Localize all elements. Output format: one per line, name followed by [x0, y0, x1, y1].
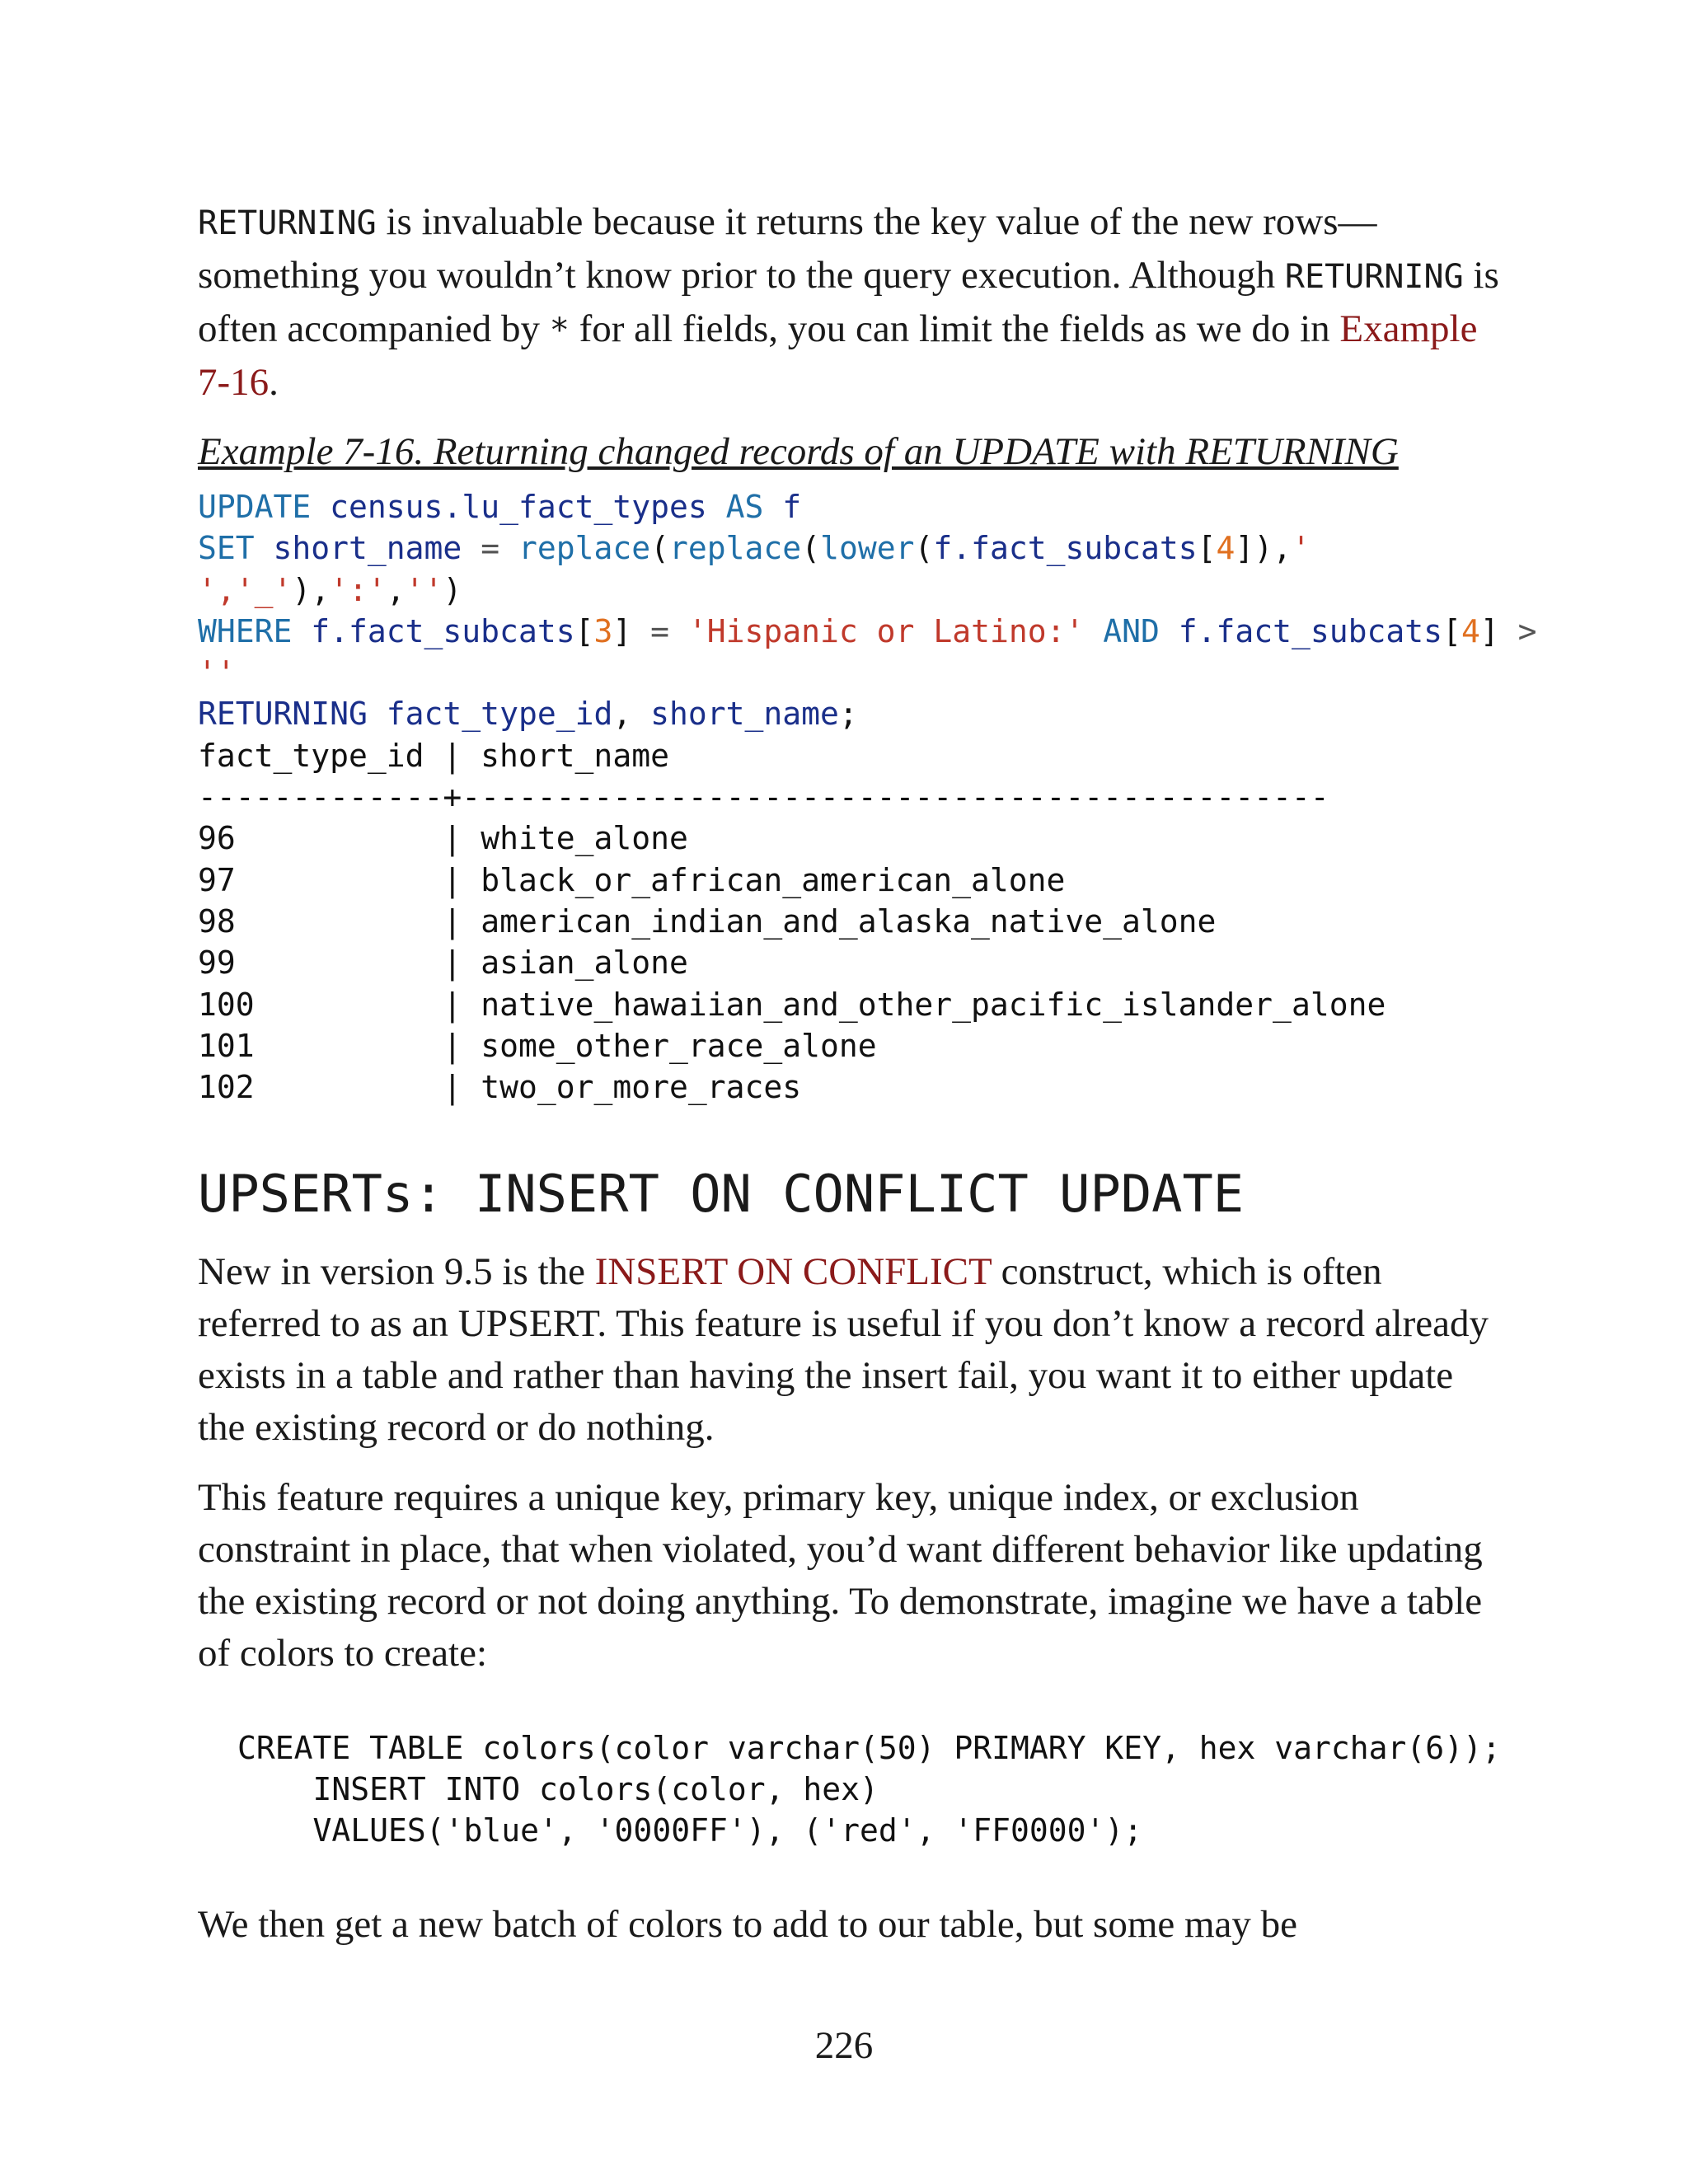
- result-row: 98 | american_indian_and_alaska_native_alone: [198, 902, 1217, 940]
- page-content: [198, 196, 1537, 1969]
- row-name: white_alone: [481, 820, 688, 857]
- result-divider: -------------+----------------------------------------------: [198, 779, 1329, 816]
- row-name: two_or_more_races: [481, 1069, 802, 1106]
- code-block-create: [237, 1727, 1500, 1851]
- punct: ,: [386, 571, 406, 608]
- result-row: 100 | native_hawaiian_and_other_pacific_islander_alone: [198, 986, 1386, 1023]
- op: >: [1517, 612, 1537, 649]
- str: '': [198, 654, 236, 691]
- result-header: fact_type_id | short_name: [198, 737, 669, 774]
- ident: short_name: [273, 530, 462, 567]
- inline-code: *: [549, 312, 570, 349]
- kw: SET: [198, 530, 255, 567]
- row-id: 101: [198, 1027, 255, 1064]
- punct: ]),: [1235, 530, 1292, 567]
- result-row: 99 | asian_alone: [198, 944, 688, 982]
- row-name: some_other_race_alone: [481, 1027, 877, 1064]
- inline-code: RETURNING: [1284, 258, 1464, 296]
- ident: fact_type_id: [386, 696, 613, 733]
- ident: short_name: [650, 696, 839, 733]
- fn: replace: [669, 530, 802, 567]
- paragraph-requirements: This feature requires a unique key, primary key, unique index, or exclusion constraint in place, that when violated, you’d want different behavior like updating the existing record or not doing anything. To demonstrate, imagine we have a table of colors to create:: [198, 1476, 1483, 1675]
- text: is often accompanied by: [198, 254, 1499, 350]
- str: '': [405, 571, 443, 608]
- example-caption: Example 7-16. Returning changed records of an UPDATE with RETURNING: [198, 430, 1399, 473]
- row-id: 99: [198, 944, 236, 982]
- text: construct, which is often referred to as an UPSERT. This feature is useful if you don’t know a record already exists in a table and rather than having the insert fail, you want it to either update the existing record or do nothing.: [198, 1250, 1489, 1450]
- ident: f.fact_subcats: [1178, 612, 1443, 649]
- row-name: native_hawaiian_and_other_pacific_islander_alone: [481, 986, 1386, 1023]
- row-id: 98: [198, 902, 236, 940]
- code-line: CREATE TABLE colors(color varchar(50) PRIMARY KEY, hex varchar(6));: [237, 1730, 1501, 1767]
- kw: RETURNING: [198, 696, 368, 733]
- code-line: VALUES('blue', '0000FF'), ('red', 'FF0000');: [237, 1812, 1143, 1849]
- kw: UPDATE: [198, 489, 312, 525]
- str: 'Hispanic or Latino:': [687, 612, 1085, 649]
- kw: WHERE: [198, 612, 293, 649]
- paragraph-batch: We then get a new batch of colors to add to our table, but some may be: [198, 1903, 1298, 1947]
- result-row: 96 | white_alone: [198, 820, 688, 857]
- text: .: [269, 361, 279, 404]
- code-block-update: UPDATE census.lu_fact_types AS f SET short_name = replace(replace(lower(f.fact_subcats[4]),' ','_'),':','') WHERE f.fact_subcats[3] = 'Hispanic or Latino:' AND f.fact_subcats[4] > '' RETURNING fact_type_id, short_name; fact_type_id | short_name -------------+---------------------------------------------- 96 | white_alone 97 | black_or_african_american_alone 98 | american_indian_and_alaska_native_alone 99 | asian_alone 100 | native_hawaiian_and_other_pacific_islander_alone 101 | some_other_race_alone 102 | two_or_more_races: [198, 489, 1537, 1106]
- str: ':': [330, 571, 387, 608]
- section-heading: UPSERTs: INSERT ON CONFLICT UPDATE: [198, 1164, 1245, 1225]
- ident: f.fact_subcats: [311, 612, 575, 649]
- num: 3: [593, 612, 613, 649]
- result-row: 101 | some_other_race_alone: [198, 1027, 877, 1064]
- code-line: INSERT INTO colors(color, hex): [237, 1771, 879, 1808]
- kw: AS: [725, 489, 764, 525]
- str: ': [1292, 530, 1311, 567]
- fn: replace: [518, 530, 651, 567]
- text: is invaluable because it returns the key value of the new rows—something you wouldn’t know prior to the query execution. Although: [198, 200, 1377, 297]
- ident: census.lu_fact_types: [330, 489, 707, 525]
- text: for all fields, you can limit the fields as we do in: [569, 307, 1340, 350]
- str: ','_': [198, 571, 293, 608]
- fn: lower: [820, 530, 915, 567]
- row-id: 96: [198, 820, 236, 857]
- num: 4: [1461, 612, 1480, 649]
- inline-code: RETURNING: [198, 204, 377, 242]
- text: New in version 9.5 is the: [198, 1250, 595, 1294]
- ident: f.fact_subcats: [933, 530, 1198, 567]
- paragraph-upsert: [198, 1246, 1500, 1454]
- ident: f: [782, 489, 802, 525]
- op: =: [481, 530, 500, 567]
- page-number: 226: [814, 2024, 874, 2067]
- kw: AND: [1103, 612, 1160, 649]
- op: =: [650, 612, 670, 649]
- punct: ),: [292, 571, 331, 608]
- row-name: american_indian_and_alaska_native_alone: [481, 902, 1217, 940]
- insert-on-conflict-link[interactable]: INSERT ON CONFLICT: [594, 1250, 992, 1294]
- row-id: 97: [198, 861, 236, 898]
- row-id: 100: [198, 986, 255, 1023]
- example-link[interactable]: Example 7-16: [198, 307, 1478, 404]
- row-name: black_or_african_american_alone: [481, 861, 1066, 898]
- paragraph-returning: [198, 196, 1500, 409]
- row-id: 102: [198, 1069, 255, 1106]
- num: 4: [1216, 530, 1236, 567]
- row-name: asian_alone: [481, 944, 688, 982]
- result-row: 97 | black_or_african_american_alone: [198, 861, 1066, 898]
- result-row: 102 | two_or_more_races: [198, 1069, 802, 1106]
- punct: ): [443, 571, 462, 608]
